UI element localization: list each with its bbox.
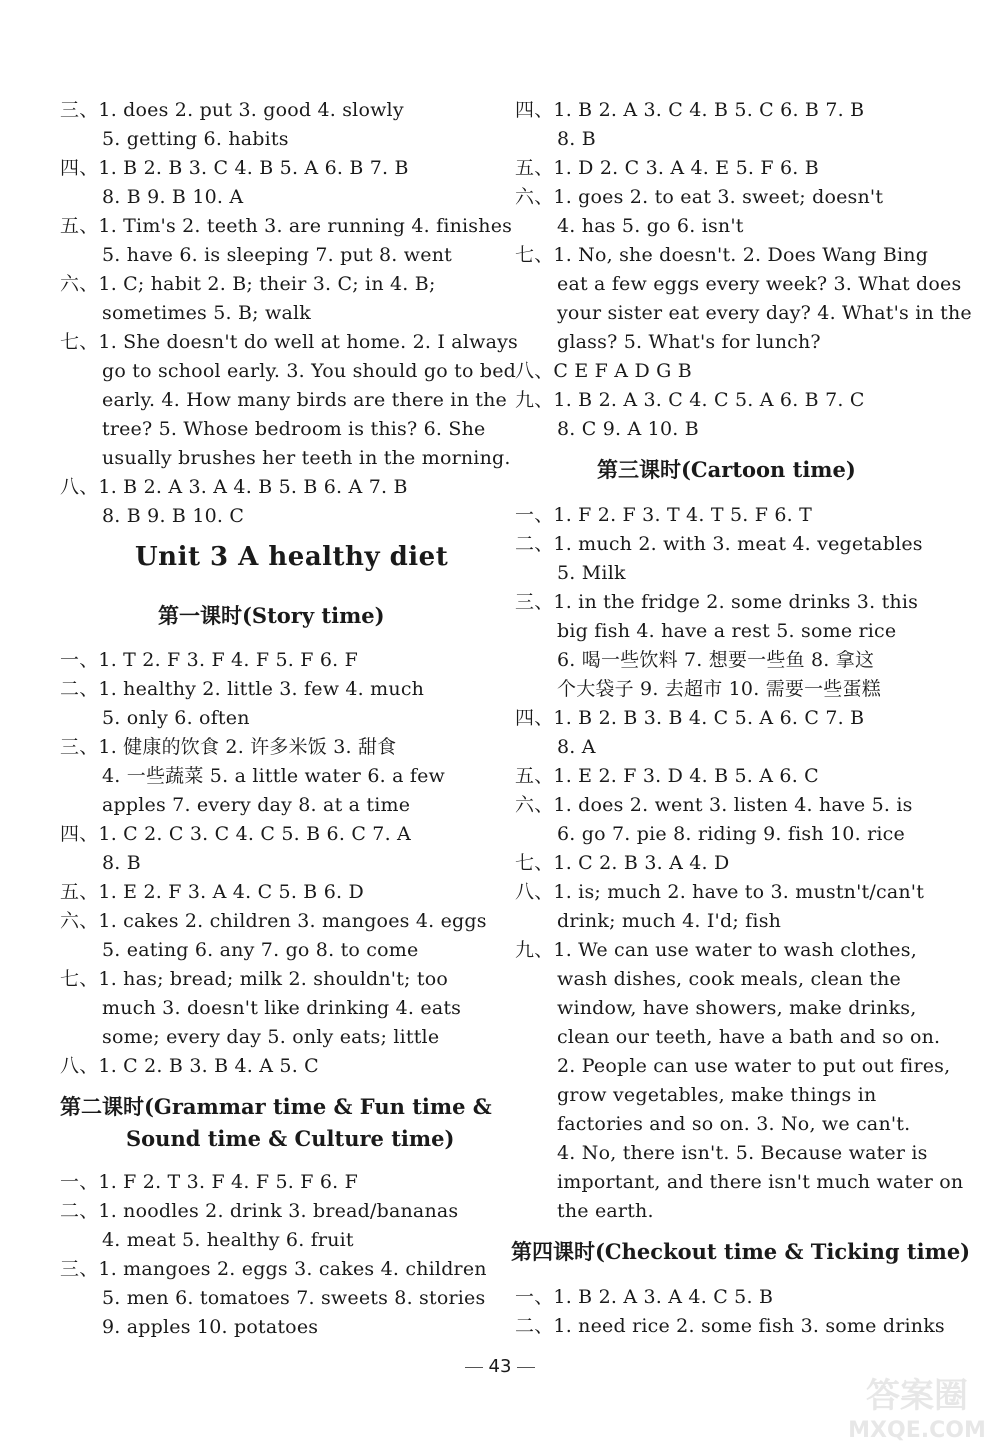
answer-line: 2. People can use water to put out fires, bbox=[557, 1055, 951, 1077]
lesson2-heading-cont: Sound time & Culture time) bbox=[126, 1126, 455, 1151]
answer-line: 五、1. E 2. F 3. D 4. B 5. A 6. C bbox=[515, 765, 819, 787]
answer-line: 五、1. E 2. F 3. A 4. C 5. B 6. D bbox=[60, 881, 364, 903]
answer-line: 二、1. much 2. with 3. meat 4. vegetables bbox=[515, 533, 923, 555]
answer-line: 4. has 5. go 6. isn't bbox=[557, 215, 744, 237]
answer-line: 8. A bbox=[557, 736, 596, 758]
answer-line: apples 7. every day 8. at a time bbox=[102, 794, 411, 816]
answer-line: 八、1. C 2. B 3. B 4. A 5. C bbox=[60, 1055, 319, 1077]
answer-line: big fish 4. have a rest 5. some rice bbox=[557, 620, 897, 642]
answer-line: 4. 一些蔬菜 5. a little water 6. a few bbox=[102, 765, 445, 787]
answer-line: 6. 喝一些饮料 7. 想要一些鱼 8. 拿这 bbox=[557, 649, 875, 671]
answer-line: 5. men 6. tomatoes 7. sweets 8. stories bbox=[102, 1287, 486, 1309]
answer-line: 4. meat 5. healthy 6. fruit bbox=[102, 1229, 354, 1251]
answer-line: 三、1. in the fridge 2. some drinks 3. this bbox=[515, 591, 919, 613]
lesson1-heading: 第一课时(Story time) bbox=[158, 603, 385, 628]
unit-title: Unit 3 A healthy diet bbox=[135, 542, 449, 572]
answer-line: 8. B bbox=[102, 852, 141, 874]
answer-line: 五、1. Tim's 2. teeth 3. are running 4. finishes bbox=[60, 215, 513, 237]
answer-line: 5. Milk bbox=[557, 562, 626, 584]
answer-line: wash dishes, cook meals, clean the bbox=[557, 968, 901, 990]
answer-line: 6. go 7. pie 8. riding 9. fish 10. rice bbox=[557, 823, 905, 845]
answer-line: early. 4. How many birds are there in the bbox=[102, 389, 507, 411]
answer-line: some; every day 5. only eats; little bbox=[102, 1026, 440, 1048]
answer-line: 二、1. need rice 2. some fish 3. some drinks bbox=[515, 1315, 945, 1337]
answer-line: your sister eat every day? 4. What's in the bbox=[557, 302, 972, 324]
lesson2-heading: 第二课时(Grammar time & Fun time & bbox=[60, 1094, 492, 1119]
answer-line: 五、1. D 2. C 3. A 4. E 5. F 6. B bbox=[515, 157, 819, 179]
answer-line: 六、1. cakes 2. children 3. mangoes 4. eggs bbox=[60, 910, 487, 932]
answer-line: 5. only 6. often bbox=[102, 707, 250, 729]
watermark-text-bottom: MXQE.COM bbox=[848, 1418, 986, 1443]
answer-line: 六、1. C; habit 2. B; their 3. C; in 4. B; bbox=[60, 273, 436, 295]
answer-line: 5. getting 6. habits bbox=[102, 128, 289, 150]
answer-line: drink; much 4. I'd; fish bbox=[557, 910, 782, 932]
answer-line: 个大袋子 9. 去超市 10. 需要一些蛋糕 bbox=[557, 678, 881, 700]
lesson4-heading: 第四课时(Checkout time & Ticking time) bbox=[511, 1239, 971, 1264]
answer-line: 四、1. B 2. A 3. C 4. B 5. C 6. B 7. B bbox=[515, 99, 865, 121]
answer-line: 三、1. 健康的饮食 2. 许多米饭 3. 甜食 bbox=[60, 736, 397, 758]
answer-line: the earth. bbox=[557, 1200, 654, 1222]
answer-line: 八、1. B 2. A 3. A 4. B 5. B 6. A 7. B bbox=[60, 476, 408, 498]
answer-line: factories and so on. 3. No, we can't. bbox=[557, 1113, 911, 1135]
answer-line: 二、1. healthy 2. little 3. few 4. much bbox=[60, 678, 425, 700]
answer-line: 5. eating 6. any 7. go 8. to come bbox=[102, 939, 419, 961]
answer-line: 一、1. T 2. F 3. F 4. F 5. F 6. F bbox=[60, 649, 358, 671]
answer-line: 四、1. B 2. B 3. B 4. C 5. A 6. C 7. B bbox=[515, 707, 865, 729]
answer-line: 八、1. is; much 2. have to 3. mustn't/can't bbox=[515, 881, 925, 903]
answer-line: 七、1. C 2. B 3. A 4. D bbox=[515, 852, 730, 874]
answer-line: 5. have 6. is sleeping 7. put 8. went bbox=[102, 244, 452, 266]
answer-line: 九、1. B 2. A 3. C 4. C 5. A 6. B 7. C bbox=[515, 389, 865, 411]
answer-line: 四、1. C 2. C 3. C 4. C 5. B 6. C 7. A bbox=[60, 823, 411, 845]
answer-line: 一、1. F 2. F 3. T 4. T 5. F 6. T bbox=[515, 504, 812, 526]
answer-line: much 3. doesn't like drinking 4. eats bbox=[102, 997, 462, 1019]
answer-line: 8. B 9. B 10. A bbox=[102, 186, 244, 208]
answer-line: eat a few eggs every week? 3. What does bbox=[557, 273, 962, 295]
answer-line: 七、1. No, she doesn't. 2. Does Wang Bing bbox=[515, 244, 929, 266]
answer-line: 三、1. mangoes 2. eggs 3. cakes 4. children bbox=[60, 1258, 487, 1280]
answer-line: window, have showers, make drinks, bbox=[557, 997, 917, 1019]
watermark-text-top: 答案圈 bbox=[866, 1376, 968, 1416]
answer-line: clean our teeth, have a bath and so on. bbox=[557, 1026, 941, 1048]
answer-line: 九、1. We can use water to wash clothes, bbox=[515, 939, 917, 961]
answer-line: 六、1. does 2. went 3. listen 4. have 5. is bbox=[515, 794, 913, 816]
answer-line: grow vegetables, make things in bbox=[557, 1084, 877, 1106]
answer-line: usually brushes her teeth in the morning. bbox=[102, 447, 511, 469]
answer-line: 一、1. F 2. T 3. F 4. F 5. F 6. F bbox=[60, 1171, 358, 1193]
answer-line: 一、1. B 2. A 3. A 4. C 5. B bbox=[515, 1286, 774, 1308]
answer-line: glass? 5. What's for lunch? bbox=[557, 331, 821, 353]
answer-line: 八、C E F A D G B bbox=[515, 360, 692, 382]
answer-line: 4. No, there isn't. 5. Because water is bbox=[557, 1142, 928, 1164]
answer-line: important, and there isn't much water on bbox=[557, 1171, 964, 1193]
answer-line: 8. B bbox=[557, 128, 596, 150]
answer-line: 二、1. noodles 2. drink 3. bread/bananas bbox=[60, 1200, 459, 1222]
lesson3-heading: 第三课时(Cartoon time) bbox=[597, 457, 856, 482]
answer-line: 三、1. does 2. put 3. good 4. slowly bbox=[60, 99, 404, 121]
watermark-logo-icon bbox=[842, 1365, 992, 1445]
page-number: 43 bbox=[450, 1356, 550, 1377]
answer-line: 七、1. has; bread; milk 2. shouldn't; too bbox=[60, 968, 448, 990]
answer-line: 8. B 9. B 10. C bbox=[102, 505, 245, 527]
answer-line: sometimes 5. B; walk bbox=[102, 302, 311, 324]
answer-line: tree? 5. Whose bedroom is this? 6. She bbox=[102, 418, 486, 440]
answer-line: 六、1. goes 2. to eat 3. sweet; doesn't bbox=[515, 186, 884, 208]
answer-line: 8. C 9. A 10. B bbox=[557, 418, 699, 440]
answer-line: 七、1. She doesn't do well at home. 2. I always bbox=[60, 331, 518, 353]
answer-line: 9. apples 10. potatoes bbox=[102, 1316, 319, 1338]
answer-line: 四、1. B 2. B 3. C 4. B 5. A 6. B 7. B bbox=[60, 157, 409, 179]
answer-line: go to school early. 3. You should go to bed bbox=[102, 360, 517, 382]
